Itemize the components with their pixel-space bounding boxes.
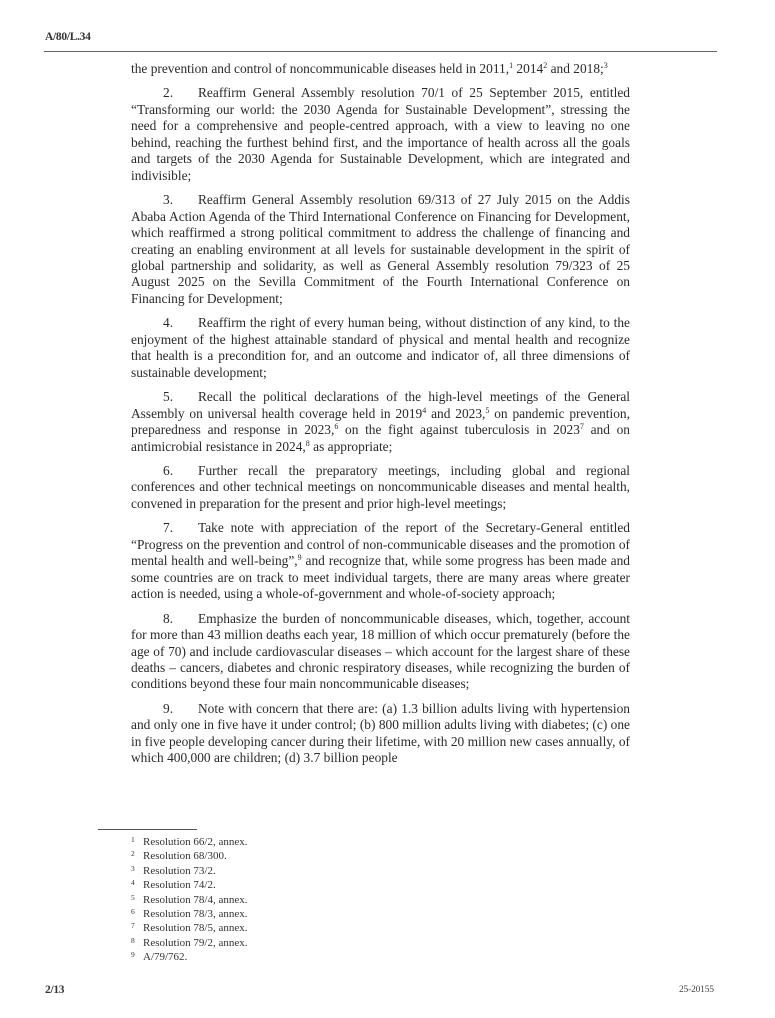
paragraph-text: Reaffirm General Assembly resolution 70/1 of 25 September 2015, entitled “Transforming our world: the 2030 Agenda for Sustainable Development”, stressing the need for a comprehensive and people-centred approach, with a view to leaving no one behind, reaching the furthest behind first, and the importance of health across all the goals and targets of the 2030 Agenda for Sustainable Development, which are integrated and indivisible; — [131, 85, 630, 183]
text: Recall the political declarations of the high-level meetings of the General Assembly on universal health coverage held in 2019 — [131, 389, 630, 421]
paragraph-number: 6. — [163, 462, 174, 478]
footnote: 4 Resolution 74/2. — [131, 878, 216, 892]
text: as appropriate; — [309, 438, 393, 454]
footnote-ref[interactable]: 3 — [603, 61, 608, 70]
paragraph-5 — [131, 389, 630, 455]
paragraph-3 — [131, 192, 630, 307]
footnote-ref[interactable]: 1 — [509, 61, 514, 70]
footnote-ref[interactable]: 6 — [334, 422, 339, 432]
paragraph-2 — [131, 85, 630, 184]
footnote-text: Resolution 78/3, annex. — [143, 908, 248, 921]
paragraph-number: 7. — [163, 520, 174, 536]
footnote-divider — [98, 829, 197, 830]
text: on the fight against tuberculosis in 2023 — [338, 422, 580, 438]
paragraph-6 — [131, 463, 630, 512]
footnote-ref[interactable]: 2 — [543, 61, 548, 70]
text: and on antimicrobial resistance in 2024, — [131, 422, 630, 454]
footnote-ref[interactable]: 9 — [297, 553, 302, 563]
paragraph-8 — [131, 611, 630, 693]
footnotes — [131, 835, 248, 965]
text: 2014 — [513, 61, 544, 76]
paragraph-text: Reaffirm the right of every human being, without distinction of any kind, to the enjoyment of the highest attainable standard of physical and mental health and recognize that health is a precondition for, and an outcome and indicator of, all three dimensions of sustainable development; — [131, 315, 630, 380]
paragraph-number: 8. — [163, 610, 174, 626]
footnote-text: Resolution 78/5, annex. — [143, 922, 248, 935]
text: and 2018; — [547, 61, 604, 76]
paragraph-number: 5. — [163, 389, 174, 405]
paragraph-text: Note with concern that there are: (a) 1.3 billion adults living with hypertension and only one in five have it under control; (b) 800 million adults living with diabetes; (c) one in five people developing cancer during their lifetime, with 20 million new cases annually, of which 400,000 are children; (d) 3.7 billion people — [131, 700, 630, 766]
footnote: 2 Resolution 68/300. — [131, 849, 227, 863]
text: Take note with appreciation of the report of the Secretary-General entitled “Progress on the prevention and control of non-communicable diseases and the promotion of mental health and well-being”, — [131, 520, 630, 569]
paragraph-7 — [131, 520, 630, 602]
document-symbol: A/80/L.34 — [45, 31, 91, 43]
paragraph-4 — [131, 315, 630, 381]
footnote: 8 Resolution 79/2, annex. — [131, 935, 248, 949]
page-number: 2/13 — [45, 984, 65, 996]
footnote: 9 A/79/762. — [131, 950, 188, 964]
footnote-text: Resolution 78/4, annex. — [143, 893, 248, 906]
footnote: 3 Resolution 73/2. — [131, 863, 216, 877]
document-code: 25-20155 — [679, 985, 714, 995]
footnote-ref[interactable]: 8 — [305, 438, 310, 448]
footnote: 1 Resolution 66/2, annex. — [131, 835, 248, 848]
header-divider — [44, 51, 717, 52]
paragraph-number: 3. — [163, 192, 174, 208]
text: and recognize that, while some progress has been made and some countries are on track to meet individual targets, there are many areas where greater action is needed, using a whole-of-government and whole-of-society approach; — [131, 553, 630, 602]
paragraph-text: Further recall the preparatory meetings, including global and regional conferences and other technical meetings on noncommunicable diseases and mental health, convened in preparation for the present and prior high-level meetings; — [131, 462, 630, 511]
continuation-paragraph — [131, 61, 630, 77]
footnote: 7 Resolution 78/5, annex. — [131, 921, 248, 935]
text: the prevention and control of noncommunicable diseases held in 2011, — [131, 61, 510, 76]
paragraph-text: Reaffirm General Assembly resolution 69/313 of 27 July 2015 on the Addis Ababa Action Agenda of the Third International Conference on Financing for Development, which reaffirmed a strong political commitment to address the challenge of financing and creating an enabling environment at all levels for sustainable development in the spirit of global partnership and solidarity, as well as General Assembly resolution 79/323 of 25 August 2025 on the Sevilla Commitment of the Fourth International Conference on Financing for Development; — [131, 192, 630, 306]
paragraph-number: 2. — [163, 85, 174, 101]
paragraph-number: 9. — [163, 700, 174, 716]
footnote-text: Resolution 66/2, annex. — [143, 836, 248, 848]
text: and 2023, — [426, 405, 486, 421]
document-body — [131, 61, 630, 775]
text: on pandemic prevention, preparedness and response in 2023, — [131, 405, 630, 438]
footnote-text: Resolution 74/2. — [143, 879, 216, 892]
footnote: 5 Resolution 78/4, annex. — [131, 892, 248, 906]
footnote-text: A/79/762. — [143, 951, 188, 964]
footnote-ref[interactable]: 4 — [422, 405, 427, 415]
footnote-text: Resolution 79/2, annex. — [143, 936, 248, 949]
paragraph-text: Emphasize the burden of noncommunicable diseases, which, together, account for more than 43 million deaths each year, 18 million of which occur prematurely (before the age of 70) and include cardiovascular diseases – which account for the largest share of these deaths – cancers, diabetes and chronic respiratory diseases, while recognizing the burden of conditions beyond these four main noncommunicable diseases; — [131, 610, 630, 692]
paragraph-9 — [131, 701, 630, 767]
footnote-ref[interactable]: 5 — [485, 405, 490, 415]
footnote-ref[interactable]: 7 — [579, 422, 584, 432]
footnote: 6 Resolution 78/3, annex. — [131, 907, 248, 921]
footnote-text: Resolution 68/300. — [143, 850, 227, 863]
paragraph-number: 4. — [163, 315, 174, 331]
footnote-text: Resolution 73/2. — [143, 864, 216, 877]
